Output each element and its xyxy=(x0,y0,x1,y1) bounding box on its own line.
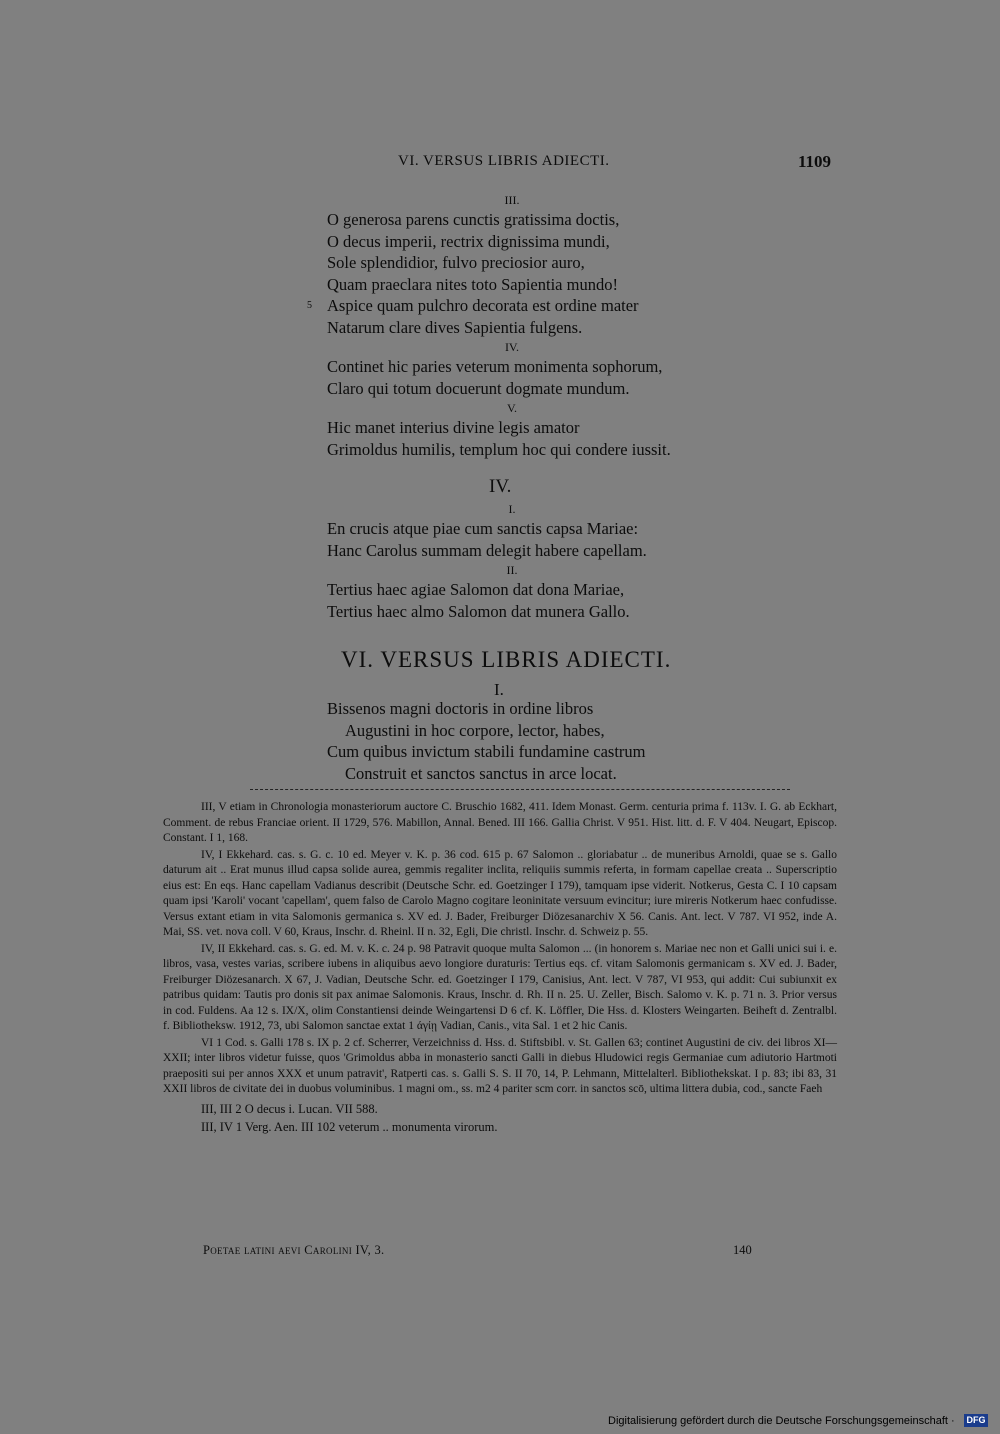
verse-line: O generosa parens cunctis gratissima doctis, xyxy=(327,210,620,229)
line-number-marker: 5 xyxy=(307,300,312,311)
verse-line: Tertius haec agiae Salomon dat dona Mariae, xyxy=(327,580,625,599)
dfg-funding-notice: Digitalisierung gefördert durch die Deutsche Forschungsgemeinschaft · xyxy=(608,1415,955,1427)
dfg-logo-icon: DFG xyxy=(964,1414,988,1427)
verse-line: Quam praeclara nites toto Sapientia mundo! xyxy=(327,274,618,294)
subsection-number: IV. xyxy=(504,340,520,354)
verse-line: Bissenos magni doctoris in ordine libros xyxy=(327,699,594,718)
verse-line: Tertius haec almo Salomon dat munera Gallo. xyxy=(327,601,630,621)
footnote: IV, I Ekkehard. cas. s. G. c. 10 ed. Meyer v. K. p. 36 cod. 615 p. 67 Salomon .. gloriabatur .. de muneribus Arnoldi, quae se s. Gallo daturum ait .. Erat munus illud capsa solide aurea, gemmis regaliter inclita, reliquiis summis referta, in formam capellae creata .. Superscriptio eius est: En eqs. Hanc capellam Vadianus describit (Deutsche Schr. ed. Goetzinger I 179), tamquam ipse viderit. Notkerus, Gesta C. I 10 capsam quam ipsi 'Karoli' vocant 'capellam', quem falso de Carolo Magno cogitare leoninitate versuum evincitur; iure mireris Notkerum haec confudisse. Versus extant etiam in vita Salomonis germanica s. XV ed. J. Bader, Freiburger Diözesanarchiv X 56. Canis. Ant. lect. V 787. VI 952, inde A. Mai, SS. vet. nova coll. V 60, Kraus, Inschr. d. Rheinl. II n. 32, Egli, Die christl. Inschr. d. Schweiz p. 55. xyxy=(163,848,837,938)
poem-iv-block xyxy=(327,500,807,622)
poem-vi-block xyxy=(327,698,807,784)
poem-iii-block xyxy=(307,191,807,460)
subsection-number: I. xyxy=(508,502,516,516)
part-numeral: IV. xyxy=(489,476,512,497)
verse-line: Continet hic paries veterum monimenta sophorum, xyxy=(327,357,663,376)
verse-line: Claro qui totum docuerunt dogmate mundum. xyxy=(327,378,630,398)
apparatus-footnotes xyxy=(163,800,837,1136)
footnote-divider xyxy=(250,789,790,790)
verse-line xyxy=(307,295,807,317)
verse-line: Cum quibus invictum stabili fundamine castrum xyxy=(327,742,646,761)
footnote: VI 1 Cod. s. Galli 178 s. IX p. 2 cf. Scherrer, Verzeichniss d. Hss. d. Stiftsbibl. v. St. Gallen 63; continet Augustini de civ. dei libros XI—XXII; inter libros videtur fuisse, quos 'Grimoldus abba in monasterio sancti Galli in diebus Hludowici regis Germaniae cum adiutorio Hartmoti praepositi sui per annos XXX et unum patravit', Ratperti cas. s. Galli S. S. II 70, 14, P. Lehmann, Mittelalterl. Bibliothekskat. I p. 83; ibi 83, 31 XXII libros de civitate dei in duobus voluminibus. 1 magni om., ss. m2 4 pariter scm corr. in sanctos scō, ultima littera dubia, cod., sancte Faeh xyxy=(163,1036,837,1095)
verse-line: Hic manet interius divine legis amator xyxy=(327,418,580,437)
verse-line: Grimoldus humilis, templum hoc qui condere iussit. xyxy=(327,439,671,459)
subsection-number: III. xyxy=(504,193,520,207)
verse-line: O decus imperii, rectrix dignissima mundi, xyxy=(327,231,610,251)
section-title: VI. VERSUS LIBRIS ADIECTI. xyxy=(341,647,672,672)
series-title: Poetae latini aevi Carolini IV, 3. xyxy=(203,1243,385,1257)
verse-line: Natarum clare dives Sapientia fulgens. xyxy=(327,317,583,337)
footnote: IV, II Ekkehard. cas. s. G. ed. M. v. K. c. 24 p. 98 Patravit quoque multa Salomon ... (in honorem s. Mariae nec non et Galli unici sui i. e. libros, vasa, vestes varias, scribere iubens in aliquibus aevo longiore duraturis: Tertius eqs. cf. vitam Salomonis germanicam s. XV ed. J. Bader, Freiburger Diözesanarch. X 67, J. Vadian, Deutsche Schr. ed. Goetzinger I 179, Canisius, Ant. lect. V 787, VI 953, qui addit: Cui subiunxit ex patribus quidam: Tautis pro donis sit pax animae Salomonis. Kraus, Inschr. d. Rh. II n. 25. U. Zeller, Bisch. Salomo v. K. p. 71 n. 3. Prior versus in cod. Fuldens. Aa 12 s. IX/X, olim Constantiensi deinde Weingartensi D 6 cf. K. Löffler, Die Hss. d. Klosters Weingarten. Beiheft d. Zentralbl. f. Bibliotheksw. 1912, 73, ubi Salomon sanctae extat 1 άγίῃ Vadian, Canis., vita Sal. 1 et 2 hic Canis. xyxy=(163,942,837,1032)
verse-line: Construit et sanctos sanctus in arce locat. xyxy=(345,763,617,783)
verse-line: Augustini in hoc corpore, lector, habes, xyxy=(345,720,605,740)
footnote: III, V etiam in Chronologia monasteriorum auctore C. Bruschio 1682, 411. Idem Monast. Germ. centuria prima f. 113v. I. G. ab Eckhart, Comment. de rebus Franciae orient. II 1729, 576. Mabillon, Annal. Bened. III 166. Gallia Christ. V 951. Hist. litt. d. F. V 404. Neugart, Episcop. Constant. I 1, 168. xyxy=(163,801,837,844)
sheet-number: 140 xyxy=(733,1243,752,1257)
subsection-number: V. xyxy=(506,401,518,415)
running-head: VI. VERSUS LIBRIS ADIECTI. xyxy=(398,153,610,169)
verse-line: En crucis atque piae cum sanctis capsa Mariae: xyxy=(327,519,639,538)
source-note: III, IV 1 Verg. Aen. III 102 veterum .. monumenta virorum. xyxy=(201,1119,498,1134)
verse-line: Hanc Carolus summam delegit habere capellam. xyxy=(327,540,647,560)
verse-line: Sole splendidior, fulvo preciosior auro, xyxy=(327,253,585,272)
verse-text: Aspice quam pulchro decorata est ordine mater xyxy=(327,296,639,315)
source-note: III, III 2 O decus i. Lucan. VII 588. xyxy=(201,1101,378,1116)
page-number: 1109 xyxy=(798,152,832,171)
poem-numeral: I. xyxy=(494,680,504,699)
subsection-number: II. xyxy=(506,563,518,577)
